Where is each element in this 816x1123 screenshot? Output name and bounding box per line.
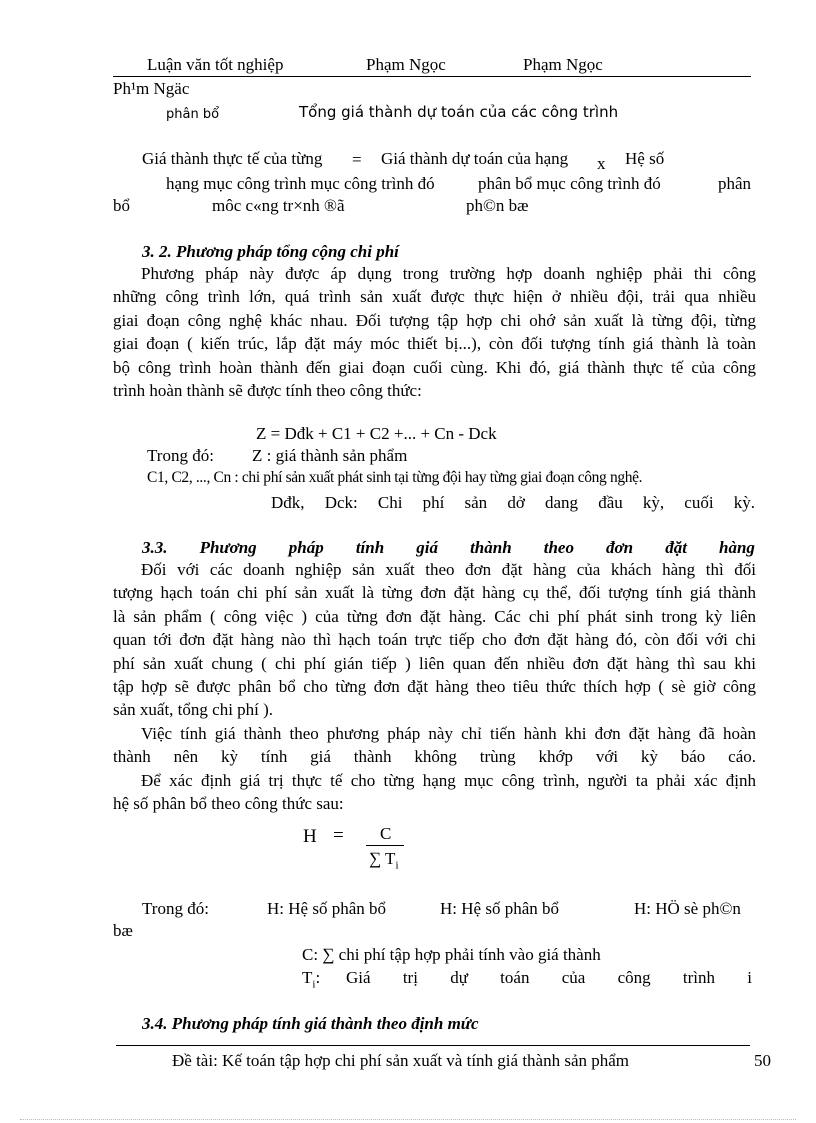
formula-denominator-text: Tổng giá thành dự toán của các công trình [299, 103, 619, 121]
footer-title: Đề tài: Kế toán tập hợp chi phí sản xuất và tính giá thành sản phẩm [172, 1051, 630, 1070]
paragraph-line: thành nên kỳ tính giá thành không trùng khớp với kỳ báo cáo. [113, 747, 756, 767]
h-definition-3: H: HÖ sè ph©n [634, 899, 741, 918]
h-definition-3-cont: bæ [113, 921, 133, 940]
where-label-2: Trong đó: [142, 899, 209, 918]
formula-times: x [597, 154, 606, 173]
word: toán [500, 968, 530, 987]
cost-formula: Z = Dđk + C1 + C2 +... + Cn - Dck [256, 424, 497, 443]
formula-line2-c: phân [718, 174, 752, 193]
word: i [747, 968, 752, 987]
header-left: Luận văn tốt nghiệp [147, 55, 284, 74]
section-heading-3-4: 3.4. Phương pháp tính giá thành theo định mức [142, 1014, 479, 1033]
section-heading-3-3 [142, 539, 755, 556]
where-label: Trong đó: [147, 446, 214, 465]
heading-word: 3.3. [142, 538, 168, 557]
t-letter: T [302, 968, 313, 987]
page-edge [20, 1119, 796, 1120]
subscript-i: i [395, 859, 399, 872]
paragraph-line: hệ số phân bổ theo công thức sau: [113, 794, 344, 814]
heading-word: Phương [199, 538, 257, 557]
paragraph-line: tập hợp sẽ được phân bổ cho từng đơn đặt hàng theo tiêu thức thích hợp ( sè giờ công [113, 677, 756, 697]
h-formula-denominator [369, 850, 399, 871]
header-author-repeat: Phạm Ngọc [523, 55, 603, 74]
formula-estimate-cost: Giá thành dự toán của hạng [381, 149, 569, 168]
footer-rule [116, 1045, 750, 1046]
formula-line3-c: ph©n bæ [466, 196, 529, 215]
word: trình [682, 968, 715, 987]
paragraph-line: phí sản xuất chung ( chi phí gián tiếp ) liên quan đến nhiều đơn đặt hàng thì sau khi [113, 653, 756, 673]
section-heading-3-2: 3. 2. Phương pháp tổng cộng chi phí [142, 242, 399, 261]
heading-word: đơn [606, 538, 634, 557]
formula-coefficient: Hệ số [625, 149, 665, 168]
h-formula-lhs: H [303, 826, 317, 847]
paragraph-line: những công trình lớn, quá trình sản xuất được thực hiện ở nhiều đội, trải qua nhiều [113, 287, 756, 307]
paragraph-line: quan tới đơn đặt hàng nào thì hạch toán trực tiếp cho đơn đặt hàng đó, còn đối với chi [113, 630, 756, 650]
header-rule [113, 76, 751, 77]
paragraph-line: bộ công trình hoàn thành đến giai đoạn cuối cùng. Khi đó, giá thành thực tế của công [113, 357, 756, 377]
word: của [561, 968, 586, 987]
formula-actual-cost: Giá thành thực tế của từng [142, 149, 323, 168]
paragraph-line: sản xuất, tổng chi phí ). [113, 700, 274, 720]
heading-word: hàng [719, 538, 755, 557]
paragraph-line: tượng hạch toán chi phí sản xuất là từng đơn đặt hàng cụ thể, đối tượng tính giá thành [113, 583, 756, 603]
heading-word: thành [470, 538, 512, 557]
d-definition: Dđk, Dck: Chi phí sản dở dang đầu kỳ, cuối kỳ. [271, 493, 755, 512]
paragraph-line: là sản phẩm ( công việc ) của từng đơn đặt hàng. Các chi phí phát sinh trong kỳ liên [113, 606, 756, 626]
paragraph-line: Để xác định giá trị thực tế cho từng hạng mục công trình, người ta phải xác định [141, 771, 756, 790]
c-definition-2: C: ∑ chi phí tập hợp phải tính vào giá thành [302, 945, 601, 964]
heading-word: tính [355, 538, 385, 557]
paragraph-line: giai đoạn ( kiến trúc, lắp đặt máy móc thiết bị...), còn đối tượng tính giá thành là toàn [113, 334, 756, 354]
h-definition-1: H: Hệ số phân bổ [267, 899, 386, 918]
word: công [617, 968, 651, 987]
word: dự [450, 968, 468, 987]
section-3-2-paragraph [113, 262, 756, 402]
h-formula-equals: = [333, 825, 344, 846]
formula-line2-b: phân bổ mục công trình đó [478, 174, 661, 193]
sum-ti: ∑ T [369, 849, 396, 868]
formula-label: phân bổ [166, 107, 220, 122]
word: trị [402, 968, 418, 987]
paragraph-line: trình hoàn thành sẽ được tính theo công thức: [113, 381, 422, 401]
heading-word: pháp [288, 538, 324, 557]
formula-line2-a: hạng mục công trình mục công trình đó [166, 174, 435, 193]
subscript-i: i [312, 978, 316, 991]
page-number: 50 [754, 1051, 771, 1070]
section-3-3-paragraph-1 [113, 558, 756, 722]
heading-word: giá [416, 538, 438, 557]
heading-word: đặt [665, 538, 687, 557]
section-3-3-paragraph-2 [113, 722, 756, 769]
formula-equals: = [352, 150, 362, 169]
t-label: $T_i$: [302, 968, 321, 991]
heading-word: theo [543, 538, 574, 557]
header-author: Phạm Ngọc [366, 55, 446, 74]
paragraph-line: Phương pháp này được áp dụng trong trường hợp doanh nghiệp phải thi công [141, 264, 756, 283]
h-formula-fraction-bar [366, 845, 404, 846]
formula-line3-b: môc c«ng tr×nh ®ã [212, 196, 345, 215]
word: Giá [346, 968, 371, 987]
paragraph-line: giai đoạn công nghệ khác nhau. Đối tượng tập hợp chi ohớ sản xuất là từng đội, từng [113, 310, 756, 330]
paragraph-line: Đối với các doanh nghiệp sản xuất theo đơn đặt hàng của khách hàng thì đối [141, 560, 756, 579]
section-3-3-paragraph-3 [113, 769, 756, 816]
header-garbled-name: Ph¹m Ngäc [113, 79, 190, 98]
paragraph-line: Việc tính giá thành theo phương pháp này chỉ tiến hành khi đơn đặt hàng đã hoàn [141, 724, 756, 743]
formula-line3-a: bổ [113, 196, 130, 215]
z-definition: Z : giá thành sản phẩm [252, 446, 408, 465]
t-definition [346, 969, 752, 986]
h-formula-numerator: C [380, 824, 392, 843]
c-definition: C1, C2, ..., Cn : chi phí sản xuất phát sinh tại từng đội hay từng giai đoạn công nghệ. [147, 469, 643, 486]
h-definition-2: H: Hệ số phân bổ [440, 899, 559, 918]
